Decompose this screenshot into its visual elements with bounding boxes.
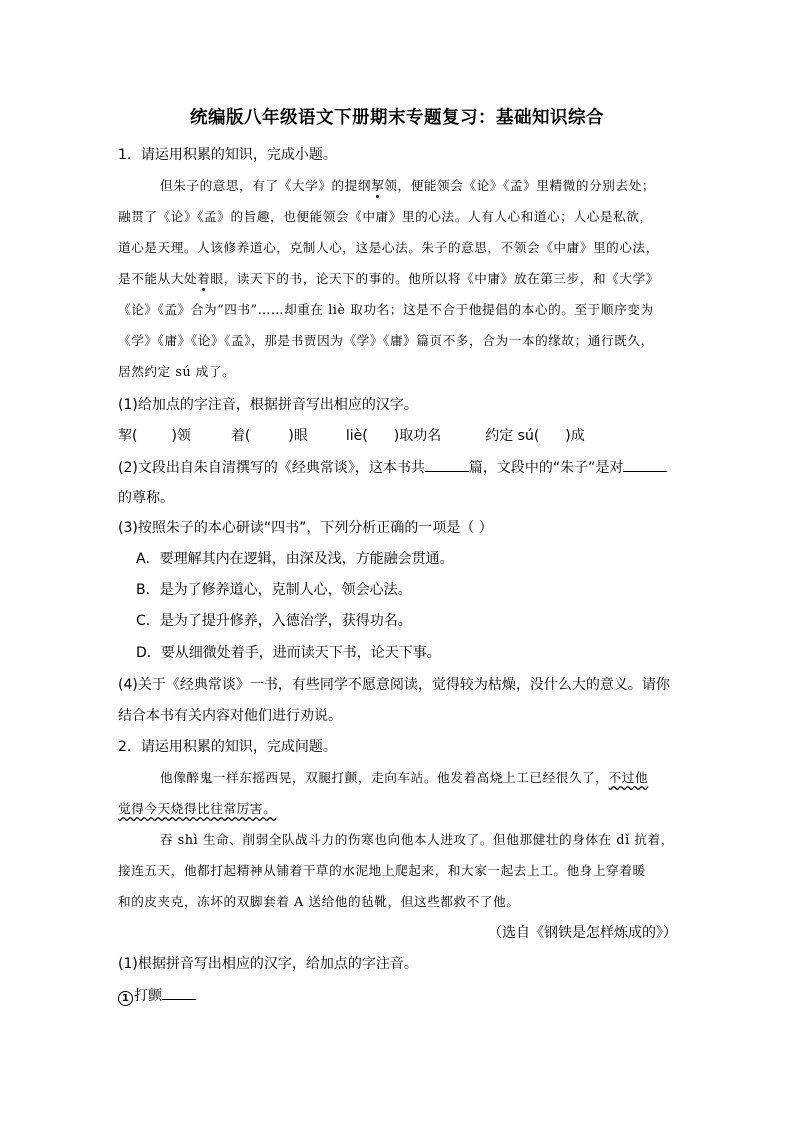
q1-passage-line-7: 居然约定 sú 成了。 (118, 364, 236, 379)
q1-sub3: (3)按照朱子的本心研读“四书”，下列分析正确的一项是（ ） (118, 520, 493, 536)
circled-number-icon: 1 (118, 991, 133, 1006)
q1-sub2: (2)文段出自朱自清撰写的《经典常谈》，这本书共 篇，文段中的“朱子”是对 (118, 457, 667, 478)
q2-passage-line-5: 和的皮夹克，冻坏的双脚套着 A 送给他的毡靴，但这些都救不了他。 (118, 894, 520, 909)
q1-passage-line-3: 道心是天理。人该修养道心，克制人心，这是心法。朱子的意思，不领会《中庸》里的心法， (118, 240, 659, 255)
q1-sub4-line-2: 结合本书有关内容对他们进行劝说。 (118, 708, 342, 724)
q2-wavy-underline-text: 觉得今天烧得比往常厉害。 (118, 801, 277, 816)
answer-blank[interactable] (425, 457, 469, 472)
q1-passage-line-4: 是不能从大处着眼，读天下的书，论天下的事的。他所以将《中庸》放在第三步，和《大学》 (118, 271, 659, 286)
q1-option-a: A．要理解其内在逻辑，由深及浅，方能融会贯通。 (136, 551, 454, 567)
q2-source: （选自《钢铁是怎样炼成的》） (488, 925, 677, 941)
q2-passage-line-4: 接连五天，他都打起精神从铺着干草的水泥地上爬起来，和大家一起去上工。他身上穿着暖 (118, 863, 646, 878)
q1-dotted-char-zhuo: 着 (197, 271, 211, 286)
q1-passage-line-5: 《论》《孟》合为“四书”……却重在 liè 取功名；这是不合于他提倡的本心的。至于顺序变为 (118, 302, 654, 317)
q1-option-b: B．是为了修养道心，克制人心，领会心法。 (136, 582, 412, 598)
q1-passage-line-2: 融贯了《论》《孟》的旨趣，也便能领会《中庸》里的心法。人有人心和道心；人心是私欲， (118, 209, 653, 224)
answer-blank[interactable] (162, 985, 196, 1000)
q2-sub1: (1)根据拼音写出相应的汉字，给加点的字注音。 (118, 956, 418, 972)
q2-passage-line-2 (118, 799, 276, 819)
q2-wavy-underline-text: 不过他 (608, 770, 649, 785)
q1-sub1: (1)给加点的字注音，根据拼音写出相应的汉字。 (118, 397, 418, 413)
q1-passage-line-1: 但朱子的意思，有了《大学》的提纲挈领，便能领会《论》《孟》里精微的分别去处； (160, 178, 656, 193)
q1-passage-line-6: 《学》《庸》《论》《孟》，那是书贾因为《学》《庸》篇页不多，合为一本的缘故；通行既久， (118, 333, 654, 348)
q2-passage-line-1: 他像醉鬼一样东摇西晃，双腿打颤，走向车站。他发着高烧上工已经很久了，不过他 (160, 770, 649, 785)
q1-sub4-line-1: (4)关于《经典常谈》一书，有些同学不愿意阅读，觉得较为枯燥，没什么大的意义。请你 (118, 677, 670, 693)
answer-blank[interactable] (623, 457, 667, 472)
q1-option-c: C．是为了提升修养，入德治学，获得功名。 (136, 613, 412, 629)
q2-passage-line-3: 吞 shì 生命、削弱全队战斗力的伤寒也向他本人进攻了。但他那健壮的身体在 dǐ 抗着， (160, 832, 674, 847)
page-title: 统编版八年级语文下册期末专题复习：基础知识综合 (190, 108, 604, 128)
q1-option-d: D．要从细微处着手，进而读天下书，论天下事。 (136, 645, 441, 661)
q1-dotted-char-qie: 挈 (371, 178, 385, 193)
q2-item-1: 1 打颤 (118, 985, 196, 1006)
q1-sub2-cont: 的尊称。 (118, 490, 174, 506)
q2-prompt: 2．请运用积累的知识，完成问题。 (118, 739, 337, 755)
q1-sub1-items: 挈( )领 着( )眼 liè( )取功名 约定 sú( )成 (118, 428, 585, 444)
q1-prompt: 1．请运用积累的知识，完成小题。 (118, 147, 337, 163)
